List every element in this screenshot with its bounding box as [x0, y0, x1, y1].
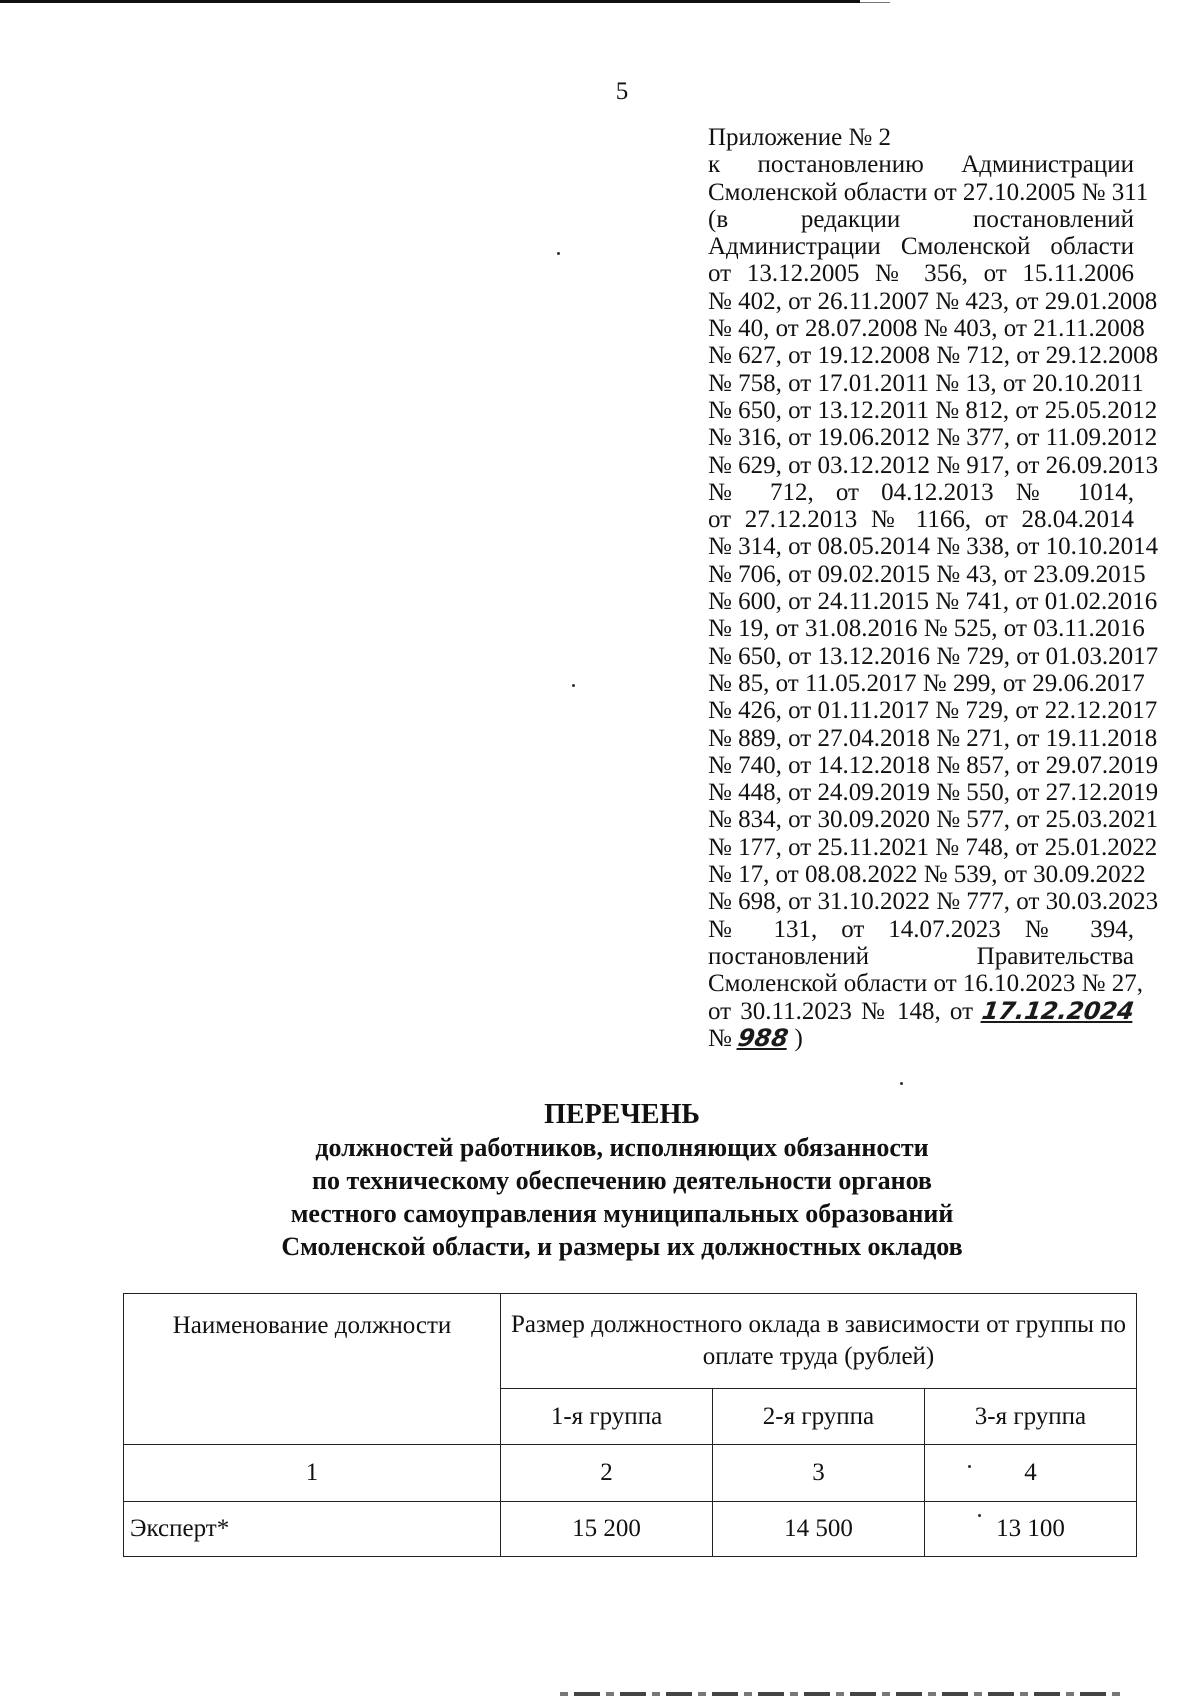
scan-speck	[557, 252, 560, 255]
appendix-line: № 629, от 03.12.2012 № 917, от 26.09.2013	[708, 451, 1159, 479]
appendix-line: № 740, от 14.12.2018 № 857, от 29.07.2019	[708, 751, 1159, 779]
appendix-line: № 600, от 24.11.2015 № 741, от 01.02.2016	[708, 588, 1158, 616]
title-main: ПЕРЕЧЕНЬ	[544, 1099, 700, 1130]
appendix-line: № 698, от 31.10.2022 № 777, от 30.03.2023	[708, 888, 1159, 916]
appendix-line: № 426, от 01.11.2017 № 729, от 22.12.2017	[708, 697, 1158, 725]
appendix-line-prefix: от 30.11.2023 № 148, от	[708, 997, 973, 1025]
appendix-line: № 316, от 19.06.2012 № 377, от 11.09.2012	[708, 424, 1158, 452]
column-number: 1	[124, 1445, 501, 1502]
appendix-line: № 40, от 28.07.2008 № 403, от 21.11.2008	[708, 315, 1145, 343]
appendix-line: № 314, от 08.05.2014 № 338, от 10.10.2014	[708, 533, 1159, 561]
bottom-scan-marks	[560, 1692, 1120, 1696]
page-number: 5	[615, 78, 629, 105]
header-salary-size: Размер должностного оклада в зависимости от группы по оплате труда (рублей)	[501, 1294, 1137, 1389]
appendix-line: Администрации Смоленской области	[708, 233, 1134, 261]
appendix-line: Приложение № 2	[708, 124, 892, 151]
appendix-line: к постановлению Администрации	[708, 151, 1134, 179]
scan-speck	[900, 1082, 903, 1085]
appendix-line: № 706, от 09.02.2015 № 43, от 23.09.2015	[708, 560, 1146, 588]
appendix-line: Смоленской области от 27.10.2005 № 311	[708, 178, 1149, 206]
title-line: по техническому обеспечению деятельности органов	[312, 1166, 932, 1195]
appendix-line: № 131, от 14.07.2023 № 394,	[708, 915, 1134, 943]
closing-paren: )	[794, 1024, 803, 1052]
table-row	[124, 1502, 1137, 1557]
scan-speck	[572, 684, 575, 687]
appendix-line: № 889, от 27.04.2018 № 271, от 19.11.2018	[708, 724, 1158, 752]
position-name: Эксперт*	[124, 1502, 501, 1557]
handwritten-number: 988	[736, 1023, 791, 1052]
header-group-2: 2-я группа	[712, 1389, 924, 1445]
appendix-line: от 13.12.2005 № 356, от 15.11.2006	[708, 260, 1134, 288]
scan-speck	[978, 1514, 981, 1517]
salary-group-1: 15 200	[501, 1502, 713, 1557]
salary-table	[123, 1293, 1137, 1557]
appendix-line: № 402, от 26.11.2007 № 423, от 29.01.2008	[708, 287, 1158, 315]
top-border-line	[0, 0, 860, 3]
appendix-line: постановлений Правительства	[708, 942, 1134, 970]
appendix-line: от 27.12.2013 № 1166, от 28.04.2014	[708, 506, 1134, 534]
salary-group-2: 14 500	[712, 1502, 924, 1557]
salary-group-3: 13 100	[924, 1502, 1136, 1557]
column-number: 3	[712, 1445, 924, 1502]
scan-speck	[968, 1465, 971, 1468]
appendix-line: № 627, от 19.12.2008 № 712, от 29.12.2008	[708, 342, 1159, 370]
appendix-block	[708, 124, 1159, 1052]
appendix-line: Смоленской области от 16.10.2023 № 27,	[708, 970, 1143, 998]
appendix-line: № 19, от 31.08.2016 № 525, от 03.11.2016	[708, 615, 1145, 643]
appendix-line: № 448, от 24.09.2019 № 550, от 27.12.2019	[708, 779, 1159, 807]
title-line: местного самоуправления муниципальных образований	[290, 1199, 954, 1228]
appendix-line: № 177, от 25.11.2021 № 748, от 25.01.2022	[708, 833, 1158, 861]
appendix-line: № 17, от 08.08.2022 № 539, от 30.09.2022	[708, 861, 1146, 889]
appendix-line: № 758, от 17.01.2011 № 13, от 20.10.2011	[708, 369, 1144, 397]
header-position-name: Наименование должности	[124, 1294, 501, 1445]
appendix-line: № 650, от 13.12.2016 № 729, от 01.03.2017	[708, 642, 1159, 670]
appendix-line: (в редакции постановлений	[708, 205, 1134, 233]
appendix-line: № 834, от 30.09.2020 № 577, от 25.03.2021	[708, 806, 1159, 834]
top-border-tail	[860, 2, 890, 3]
appendix-line: № 650, от 13.12.2011 № 812, от 25.05.2012	[708, 396, 1158, 424]
header-group-1: 1-я группа	[501, 1389, 713, 1445]
header-group-3: 3-я группа	[924, 1389, 1136, 1445]
appendix-line: № 712, от 04.12.2013 № 1014,	[708, 478, 1134, 506]
title-line: Смоленской области, и размеры их должностных окладов	[281, 1232, 963, 1261]
title-line: должностей работников, исполняющих обязанности	[315, 1133, 929, 1162]
column-number: 2	[501, 1445, 713, 1502]
handwritten-date: 17.12.2024	[980, 996, 1137, 1025]
appendix-last-line	[708, 996, 1137, 1025]
column-number-row	[124, 1445, 1137, 1502]
number-prefix: №	[708, 1024, 732, 1052]
column-number: 4	[924, 1445, 1136, 1502]
document-title	[0, 1098, 1200, 1263]
appendix-number-line	[708, 1025, 1134, 1052]
appendix-line: № 85, от 11.05.2017 № 299, от 29.06.2017	[708, 669, 1145, 697]
